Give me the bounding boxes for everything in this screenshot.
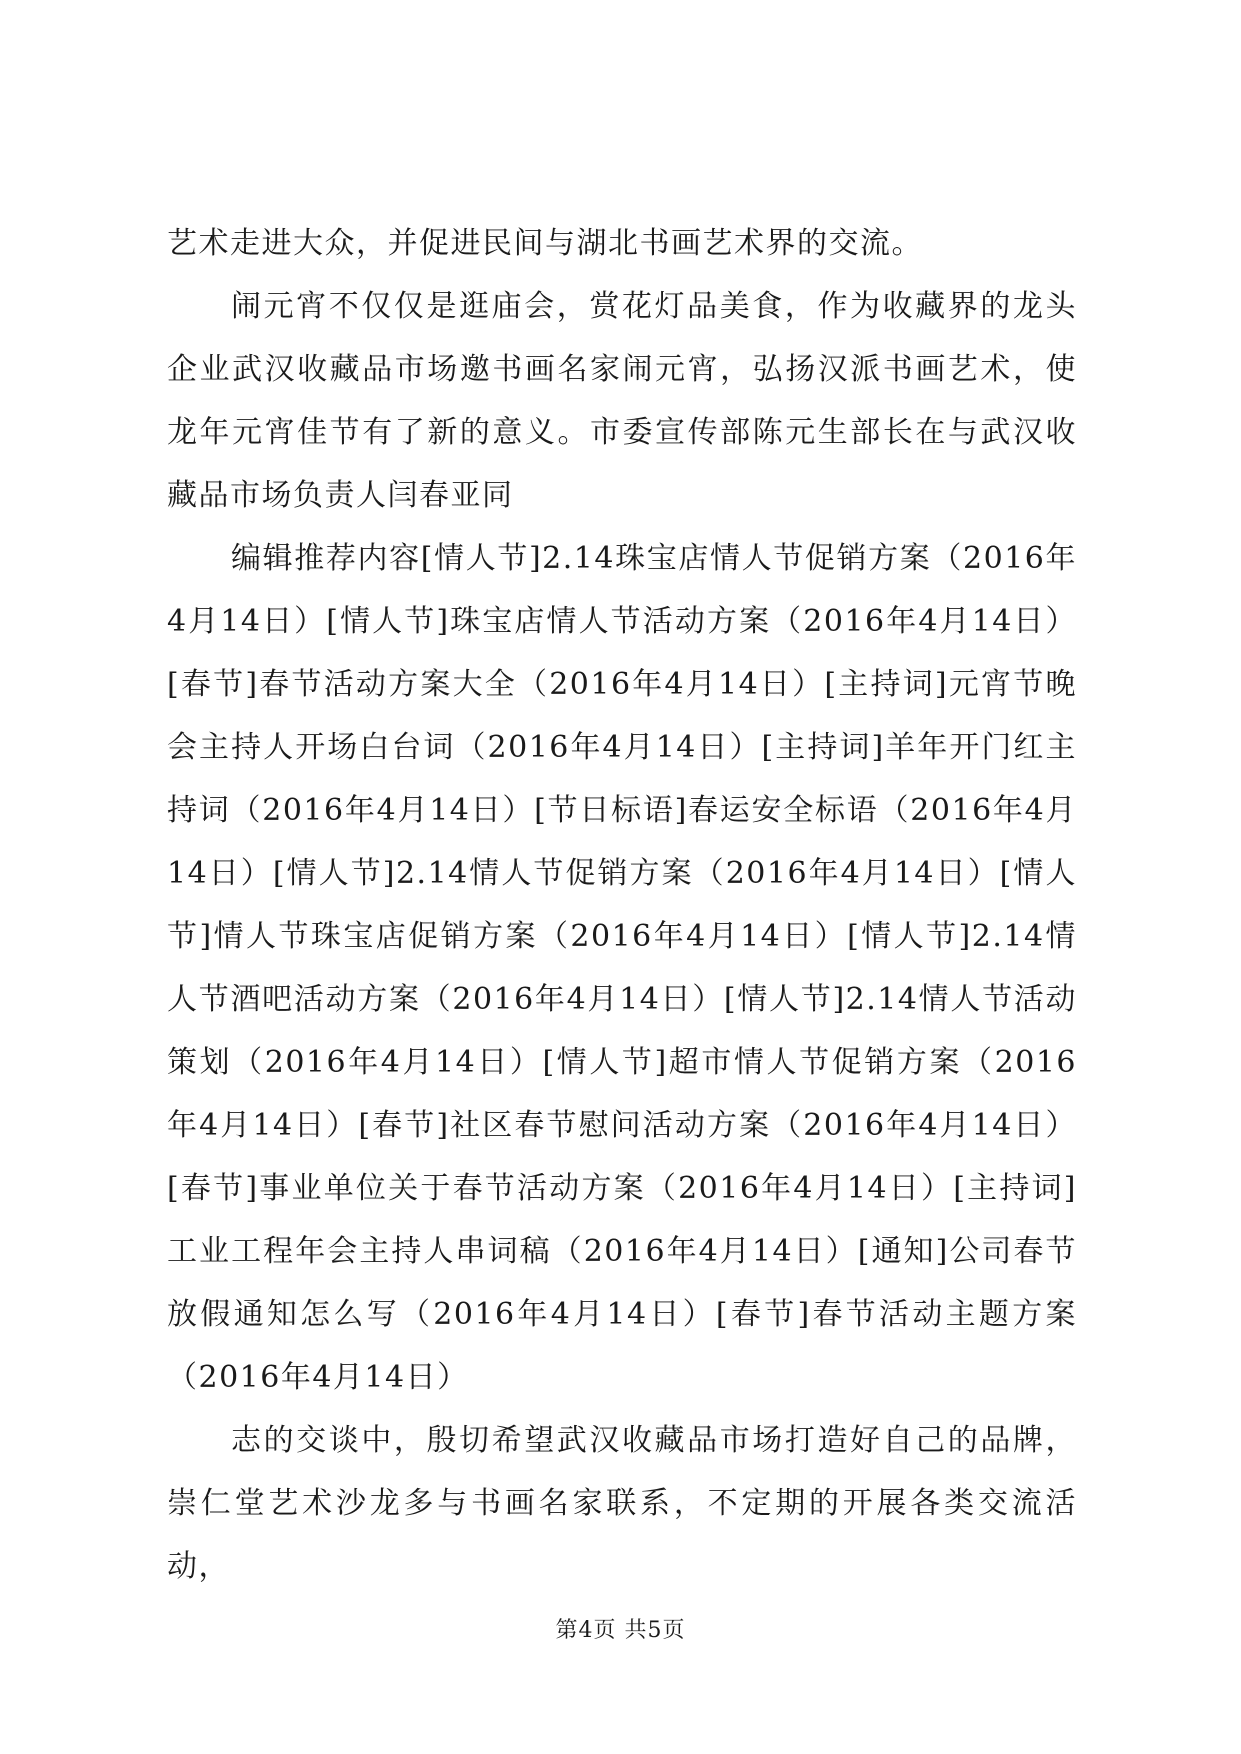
paragraph-lantern-festival: 闹元宵不仅仅是逛庙会，赏花灯品美食，作为收藏界的龙头企业武汉收藏品市场邀书画名家闹元宵，弘扬汉派书画艺术，使龙年元宵佳节有了新的意义。市委宣传部陈元生部长在与武汉收藏品市场负责人闫春亚同 xyxy=(167,289,1077,513)
document-body xyxy=(167,212,1077,1598)
paragraph-conversation: 志的交谈中，殷切希望武汉收藏品市场打造好自己的品牌，崇仁堂艺术沙龙多与书画名家联系，不定期的开展各类交流活动， xyxy=(167,1423,1077,1584)
paragraph-recommended-content: 编辑推荐内容[情人节]2.14珠宝店情人节促销方案（2016年4月14日）[情人节]珠宝店情人节活动方案（2016年4月14日）[春节]春节活动方案大全（2016年4月14日）[主持词]元宵节晚会主持人开场白台词（2016年4月14日）[主持词]羊年开门红主持词（2016年4月14日）[节日标语]春运安全标语（2016年4月14日）[情人节]2.14情人节促销方案（2016年4月14日）[情人节]情人节珠宝店促销方案（2016年4月14日）[情人节]2.14情人节酒吧活动方案（2016年4月14日）[情人节]2.14情人节活动策划（2016年4月14日）[情人节]超市情人节促销方案（2016年4月14日）[春节]社区春节慰问活动方案（2016年4月14日）[春节]事业单位关于春节活动方案（2016年4月14日）[主持词]工业工程年会主持人串词稿（2016年4月14日）[通知]公司春节放假通知怎么写（2016年4月14日）[春节]春节活动主题方案（2016年4月14日） xyxy=(167,541,1077,1395)
page-number-footer: 第4页 共5页 xyxy=(555,1618,686,1643)
paragraph-continuation: 艺术走进大众，并促进民间与湖北书画艺术界的交流。 xyxy=(167,226,923,261)
